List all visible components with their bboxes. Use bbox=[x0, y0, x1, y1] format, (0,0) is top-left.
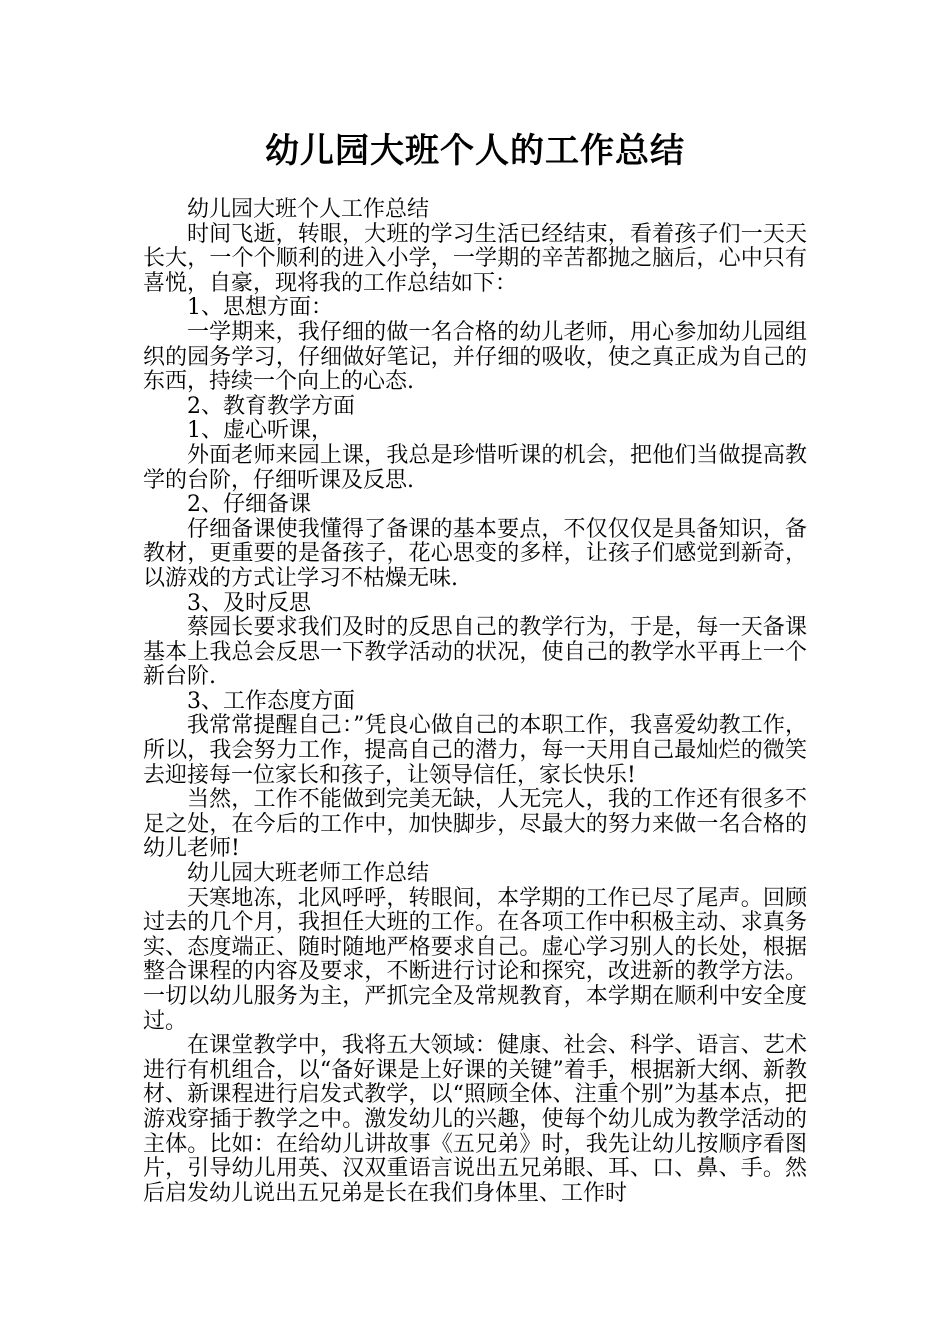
paragraph: 时间飞逝，转眼，大班的学习生活已经结束，看着孩子们一天天长大，一个个顺利的进入小学，一学期的辛苦都抛之脑后，心中只有喜悦，自豪，现将我的工作总结如下： bbox=[143, 221, 807, 296]
paragraph: 3、及时反思 bbox=[187, 590, 311, 616]
paragraph: 仔细备课使我懂得了备课的基本要点，不仅仅仅是具备知识，备教材，更重要的是备孩子，花心思变的多样，让孩子们感觉到新奇，以游戏的方式让学习不枯燥无味. bbox=[143, 516, 807, 591]
document-title: 幼儿园大班个人的工作总结 bbox=[265, 131, 685, 171]
paragraph: 我常常提醒自己：”凭良心做自己的本职工作，我喜爱幼教工作，所以，我会努力工作，提高自己的潜力，每一天用自己最灿烂的微笑去迎接每一位家长和孩子，让领导信任，家长快乐! bbox=[143, 713, 807, 788]
paragraph: 1、思想方面： bbox=[187, 295, 333, 321]
paragraph: 外面老师来园上课，我总是珍惜听课的机会，把他们当做提高教学的台阶，仔细听课及反思. bbox=[143, 442, 807, 493]
paragraph: 蔡园长要求我们及时的反思自己的教学行为，于是，每一天备课基本上我总会反思一下教学活动的状况，使自己的教学水平再上一个新台阶. bbox=[143, 615, 807, 690]
paragraph: 幼儿园大班个人工作总结 bbox=[187, 197, 430, 222]
paragraph: 1、虚心听课， bbox=[187, 418, 333, 444]
paragraph: 3、工作态度方面 bbox=[187, 688, 355, 714]
paragraph: 一学期来，我仔细的做一名合格的幼儿老师，用心参加幼儿园组织的园务学习，仔细做好笔记，并仔细的吸收，使之真正成为自己的东西，持续一个向上的心态. bbox=[143, 319, 807, 395]
paragraph: 幼儿园大班老师工作总结 bbox=[187, 861, 430, 887]
document-body bbox=[143, 198, 807, 1206]
paragraph: 2、教育教学方面 bbox=[187, 393, 355, 419]
paragraph: 天寒地冻，北风呼呼，转眼间，本学期的工作已尽了尾声。回顾过去的几个月，我担任大班的工作。在各项工作中积极主动、求真务实、态度端正、随时随地严格要求自己。虚心学习别人的长处，根据整合课程的内容及要求，不断进行讨论和探究，改进新的教学方法。一切以幼儿服务为主，严抓完全及常规教育，本学期在顺利中安全度过。 bbox=[143, 885, 807, 1034]
paragraph: 2、仔细备课 bbox=[187, 492, 311, 518]
paragraph: 当然，工作不能做到完美无缺，人无完人，我的工作还有很多不足之处，在今后的工作中，加快脚步，尽最大的努力来做一名合格的幼儿老师! bbox=[143, 787, 807, 862]
paragraph: 在课堂教学中，我将五大领域：健康、社会、科学、语言、艺术进行有机组合，以“备好课是上好课的关键”着手，根据新大纲、新教材、新课程进行启发式教学，以“照顾全体、注重个别”为基本点，把游戏穿插于教学之中。激发幼儿的兴趣，使每个幼儿成为教学活动的主体。比如：在给幼儿讲故事《五兄弟》时，我先让幼儿按顺序看图片，引导幼儿用英、汉双重语言说出五兄弟眼、耳、口、鼻、手。然后启发幼儿说出五兄弟是长在我们身体里、工作时 bbox=[143, 1033, 807, 1206]
